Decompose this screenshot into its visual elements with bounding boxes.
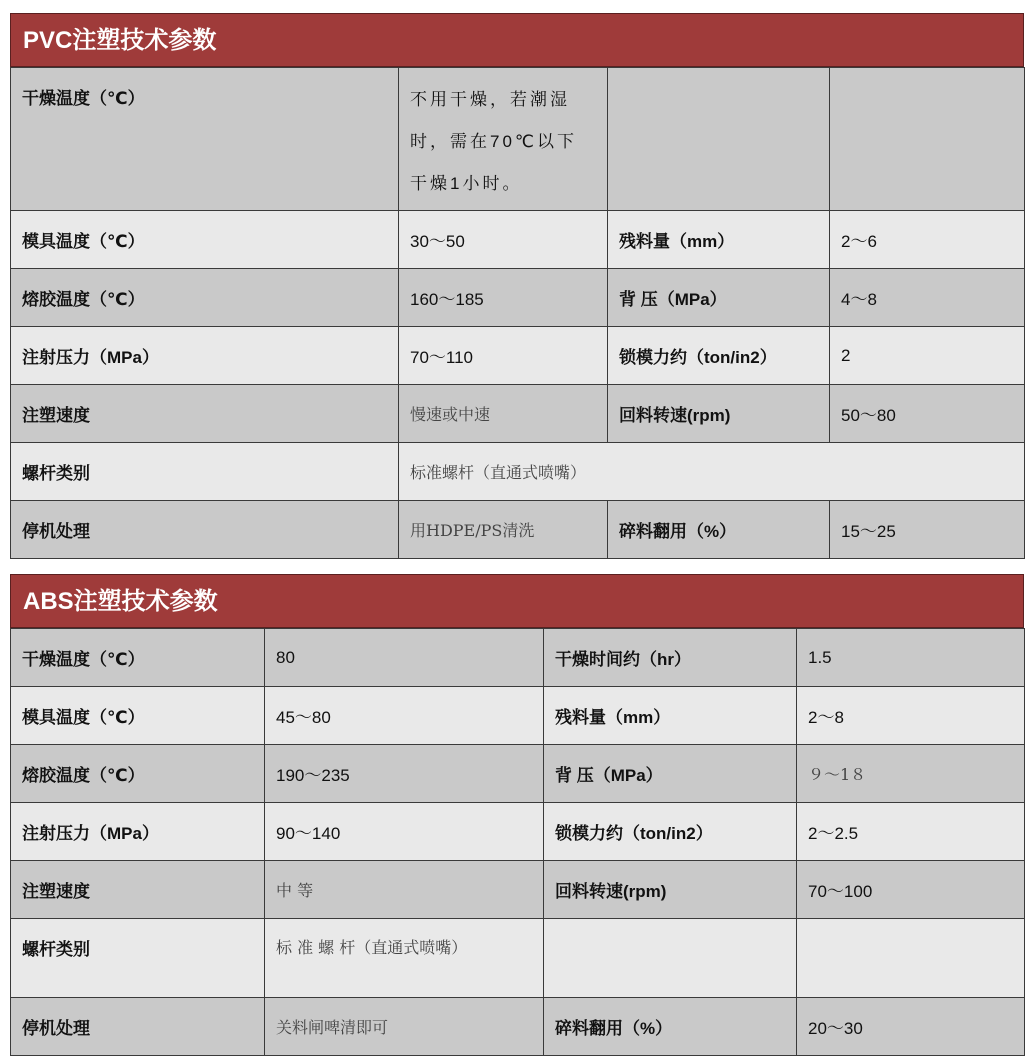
pvc-regrind-label: 碎料翻用（%） bbox=[608, 501, 830, 559]
abs-screw-type-label: 螺杆类别 bbox=[11, 919, 265, 998]
pvc-title: PVC注塑技术参数 bbox=[10, 13, 1024, 67]
pvc-injection-speed-value: 慢速或中速 bbox=[399, 385, 608, 443]
abs-title: ABS注塑技术参数 bbox=[10, 574, 1024, 628]
pvc-mold-temp-label: 模具温度（℃） bbox=[11, 211, 399, 269]
abs-residual-value: 2～8 bbox=[797, 687, 1025, 745]
abs-section bbox=[10, 574, 1024, 1056]
abs-shutdown-label: 停机处理 bbox=[11, 998, 265, 1056]
abs-drying-time-value: 1.5 bbox=[797, 629, 1025, 687]
pvc-residual-value: 2～6 bbox=[830, 211, 1025, 269]
table-row bbox=[11, 443, 1025, 501]
table-row bbox=[11, 211, 1025, 269]
pvc-empty-cell bbox=[830, 68, 1025, 211]
table-row bbox=[11, 745, 1025, 803]
pvc-table bbox=[10, 67, 1025, 559]
abs-back-pressure-label: 背 压（MPa） bbox=[544, 745, 797, 803]
table-row bbox=[11, 861, 1025, 919]
table-row bbox=[11, 998, 1025, 1056]
abs-regrind-value: 20～30 bbox=[797, 998, 1025, 1056]
abs-screw-type-value: 标 准 螺 杆（直通式喷嘴） bbox=[265, 919, 544, 998]
pvc-drying-temp-value: 不用干燥，若潮湿时，需在70℃以下干燥1小时。 bbox=[399, 68, 608, 211]
pvc-section bbox=[10, 13, 1024, 559]
table-row bbox=[11, 385, 1025, 443]
pvc-melt-temp-label: 熔胶温度（℃） bbox=[11, 269, 399, 327]
pvc-shutdown-label: 停机处理 bbox=[11, 501, 399, 559]
abs-mold-temp-label: 模具温度（℃） bbox=[11, 687, 265, 745]
pvc-clamp-force-label: 锁模力约（ton/in2） bbox=[608, 327, 830, 385]
abs-empty-cell bbox=[797, 919, 1025, 998]
abs-shutdown-value: 关料闸啤清即可 bbox=[265, 998, 544, 1056]
table-row bbox=[11, 501, 1025, 559]
pvc-screw-type-value: 标准螺杆（直通式喷嘴） bbox=[399, 443, 1025, 501]
abs-screw-rpm-value: 70～100 bbox=[797, 861, 1025, 919]
table-row bbox=[11, 629, 1025, 687]
pvc-back-pressure-value: 4～8 bbox=[830, 269, 1025, 327]
abs-injection-speed-label: 注塑速度 bbox=[11, 861, 265, 919]
abs-injection-speed-value: 中 等 bbox=[265, 861, 544, 919]
pvc-back-pressure-label: 背 压（MPa） bbox=[608, 269, 830, 327]
abs-clamp-force-label: 锁模力约（ton/in2） bbox=[544, 803, 797, 861]
pvc-clamp-force-value: 2 bbox=[830, 327, 1025, 385]
table-row bbox=[11, 919, 1025, 998]
pvc-mold-temp-value: 30～50 bbox=[399, 211, 608, 269]
pvc-shutdown-value: 用HDPE/PS清洗 bbox=[399, 501, 608, 559]
abs-injection-pressure-value: 90～140 bbox=[265, 803, 544, 861]
abs-empty-cell bbox=[544, 919, 797, 998]
abs-table bbox=[10, 628, 1025, 1056]
table-row bbox=[11, 269, 1025, 327]
abs-screw-rpm-label: 回料转速(rpm) bbox=[544, 861, 797, 919]
pvc-screw-type-label: 螺杆类别 bbox=[11, 443, 399, 501]
abs-injection-pressure-label: 注射压力（MPa） bbox=[11, 803, 265, 861]
abs-back-pressure-value: ９～1８ bbox=[797, 745, 1025, 803]
abs-drying-temp-label: 干燥温度（℃） bbox=[11, 629, 265, 687]
abs-residual-label: 残料量（mm） bbox=[544, 687, 797, 745]
pvc-screw-rpm-value: 50～80 bbox=[830, 385, 1025, 443]
pvc-regrind-value: 15～25 bbox=[830, 501, 1025, 559]
abs-clamp-force-value: 2～2.5 bbox=[797, 803, 1025, 861]
pvc-residual-label: 残料量（mm） bbox=[608, 211, 830, 269]
abs-drying-time-label: 干燥时间约（hr） bbox=[544, 629, 797, 687]
pvc-injection-pressure-value: 70～110 bbox=[399, 327, 608, 385]
pvc-empty-cell bbox=[608, 68, 830, 211]
table-row bbox=[11, 68, 1025, 211]
pvc-screw-rpm-label: 回料转速(rpm) bbox=[608, 385, 830, 443]
pvc-injection-pressure-label: 注射压力（MPa） bbox=[11, 327, 399, 385]
abs-drying-temp-value: 80 bbox=[265, 629, 544, 687]
table-row bbox=[11, 803, 1025, 861]
pvc-melt-temp-value: 160～185 bbox=[399, 269, 608, 327]
table-row bbox=[11, 687, 1025, 745]
table-row bbox=[11, 327, 1025, 385]
abs-regrind-label: 碎料翻用（%） bbox=[544, 998, 797, 1056]
abs-mold-temp-value: 45～80 bbox=[265, 687, 544, 745]
abs-melt-temp-value: 190～235 bbox=[265, 745, 544, 803]
pvc-injection-speed-label: 注塑速度 bbox=[11, 385, 399, 443]
abs-melt-temp-label: 熔胶温度（℃） bbox=[11, 745, 265, 803]
pvc-drying-temp-label: 干燥温度（℃） bbox=[11, 68, 399, 211]
